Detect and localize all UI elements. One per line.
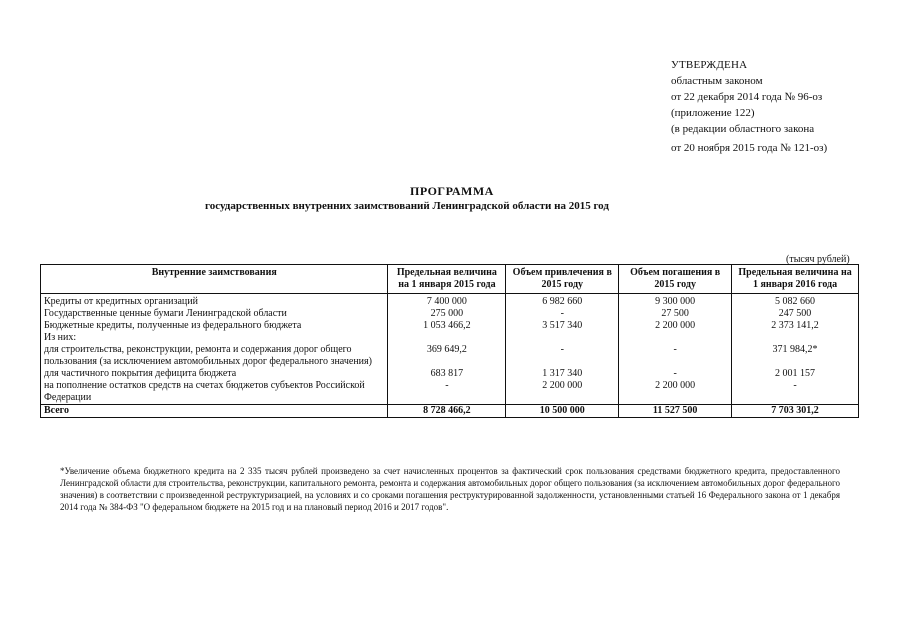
cell-value: 7 400 000 (388, 294, 506, 309)
cell-value: - (388, 380, 506, 405)
approval-line: от 20 ноября 2015 года № 121-оз) (671, 142, 828, 154)
table-row (41, 294, 859, 309)
table-row (41, 320, 859, 332)
cell-value: 6 982 660 (506, 294, 619, 309)
header-borrowings: Внутренние заимствования (41, 265, 388, 294)
cell-value (506, 332, 619, 344)
table-row (41, 332, 859, 344)
document-subtitle: государственных внутренних заимствований Ленинградской области на 2015 год (205, 200, 609, 212)
approval-title: УТВЕРЖДЕНА (671, 59, 748, 71)
cell-value: 2 373 141,2 (732, 320, 859, 332)
cell-value: 2 001 157 (732, 368, 859, 380)
approval-line: от 22 декабря 2014 года № 96-оз (671, 91, 823, 103)
table-total-row (41, 405, 859, 418)
cell-value: - (619, 344, 732, 368)
table-row (41, 380, 859, 405)
row-label: для строительства, реконструкции, ремонта и содержания дорог общего пользования (за исключением автомобильных дорог федерального значения) (41, 344, 388, 368)
total-label: Всего (41, 405, 388, 418)
footnote: *Увеличение объема бюджетного кредита на 2 335 тысяч рублей произведено за счет начисленных процентов за фактический срок пользования средствами бюджетного кредита, предоставленного Ленинградской области для строительства, реконструкции, капитального ремонта, ремонта и содержания автомобильных дорог общего пользования (за исключением автомобильных дорог федерального значения) в соответствии с произведенной реструктуризацией, на условиях и со сроками погашения реструктурированной задолженности, установленными статьей 16 Федерального закона от 1 декабря 2014 года № 384-ФЗ "О федеральном бюджете на 2015 год и на плановый период 2016 и 2017 годов". (60, 466, 840, 512)
cell-value (388, 332, 506, 344)
cell-value (619, 332, 732, 344)
table-header-row (41, 265, 859, 294)
header-limit-2016: Предельная величина на 1 января 2016 года (732, 265, 859, 294)
header-repaid-2015: Объем погашения в 2015 году (619, 265, 732, 294)
total-value: 11 527 500 (619, 405, 732, 418)
cell-value: 5 082 660 (732, 294, 859, 309)
row-label: на пополнение остатков средств на счетах бюджетов субъектов Российской Федерации (41, 380, 388, 405)
cell-value: - (732, 380, 859, 405)
cell-value: 3 517 340 (506, 320, 619, 332)
total-value: 10 500 000 (506, 405, 619, 418)
row-label: Государственные ценные бумаги Ленинградской области (41, 308, 388, 320)
total-value: 7 703 301,2 (732, 405, 859, 418)
units-label: (тысяч рублей) (786, 254, 850, 265)
cell-value: 275 000 (388, 308, 506, 320)
table-row (41, 308, 859, 320)
table-row (41, 344, 859, 368)
cell-value (732, 332, 859, 344)
header-limit-2015: Предельная величина на 1 января 2015 года (388, 265, 506, 294)
cell-value: - (506, 308, 619, 320)
cell-value: - (506, 344, 619, 368)
cell-value: 27 500 (619, 308, 732, 320)
cell-value: 371 984,2* (732, 344, 859, 368)
cell-value: - (619, 368, 732, 380)
approval-line: (приложение 122) (671, 107, 755, 119)
cell-value: 2 200 000 (619, 320, 732, 332)
cell-value: 247 500 (732, 308, 859, 320)
document-title: ПРОГРАММА (410, 184, 494, 198)
cell-value: 683 817 (388, 368, 506, 380)
row-label: Бюджетные кредиты, полученные из федерального бюджета (41, 320, 388, 332)
cell-value: 369 649,2 (388, 344, 506, 368)
row-label: Кредиты от кредитных организаций (41, 294, 388, 309)
row-label: для частичного покрытия дефицита бюджета (41, 368, 388, 380)
borrowing-table (40, 264, 859, 418)
approval-line: областным законом (671, 75, 763, 87)
cell-value: 1 053 466,2 (388, 320, 506, 332)
cell-value: 1 317 340 (506, 368, 619, 380)
header-raised-2015: Объем привлечения в 2015 году (506, 265, 619, 294)
approval-stamp (671, 57, 827, 156)
cell-value: 2 200 000 (506, 380, 619, 405)
cell-value: 9 300 000 (619, 294, 732, 309)
table-row (41, 368, 859, 380)
row-label: Из них: (41, 332, 388, 344)
total-value: 8 728 466,2 (388, 405, 506, 418)
cell-value: 2 200 000 (619, 380, 732, 405)
approval-line: (в редакции областного закона (671, 123, 815, 135)
